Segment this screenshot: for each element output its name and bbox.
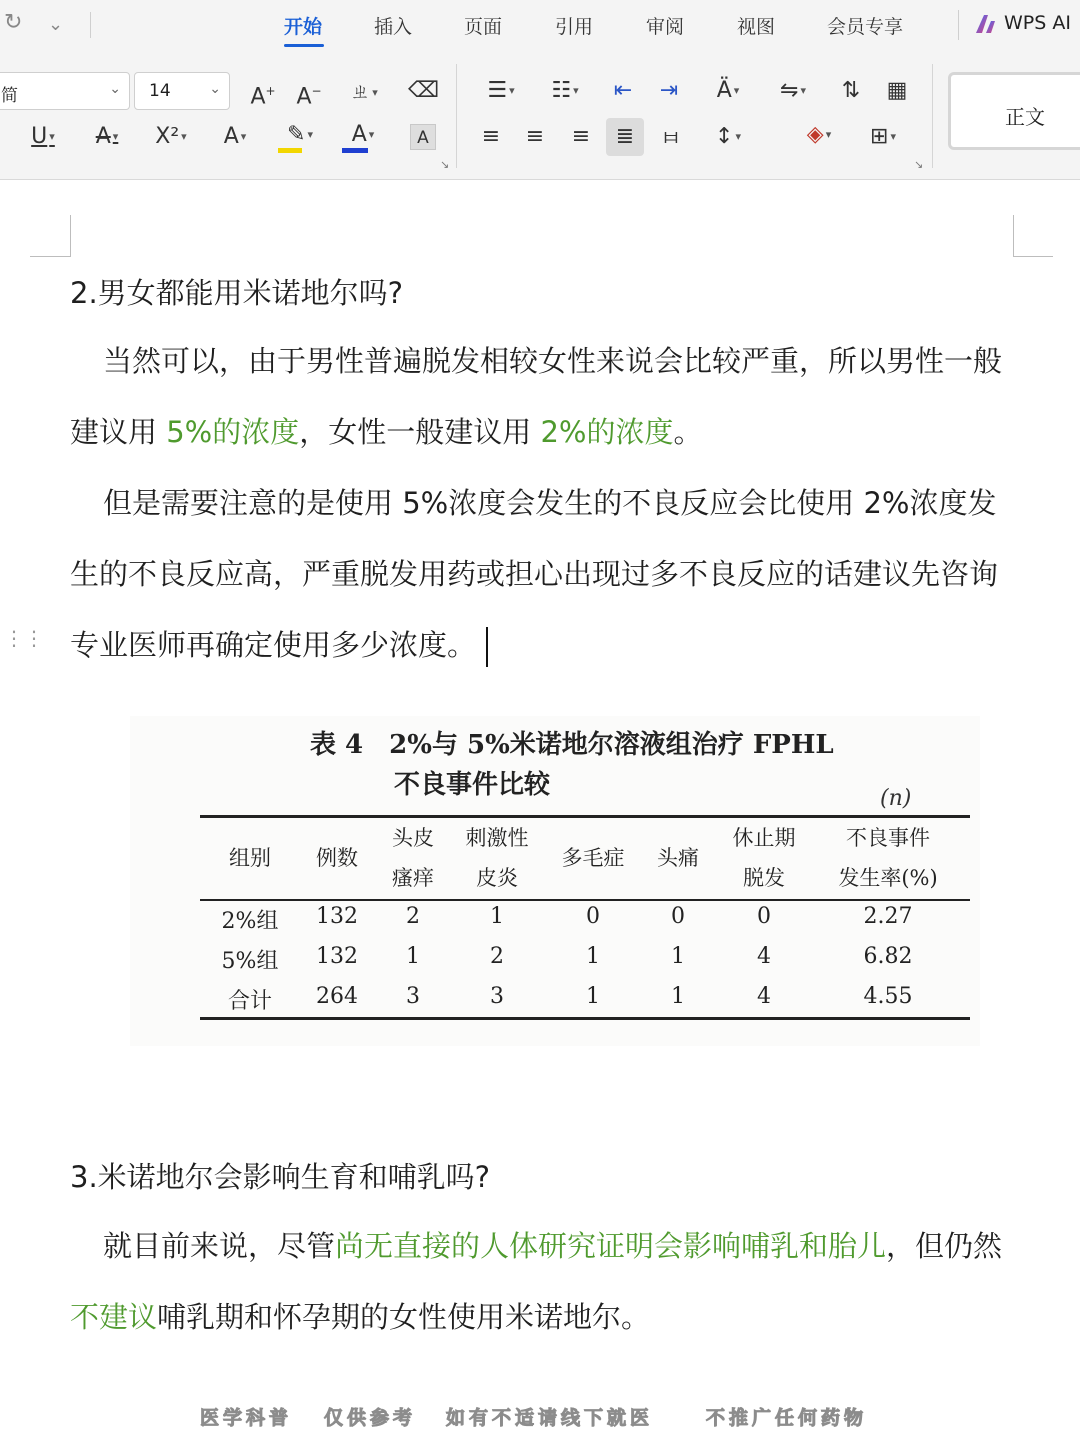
ribbon-tab-bar [0, 0, 1080, 52]
table-cell: 0 [757, 904, 771, 929]
table-bottom-rule [200, 1017, 970, 1020]
watermark-text: 医学科普 [200, 1407, 293, 1429]
highlight-color-swatch [278, 148, 302, 153]
table-cell: 0 [671, 904, 685, 929]
table-cell: 2 [406, 904, 420, 929]
highlighted-text: 2%的浓度 [540, 415, 674, 449]
table-cell: 264 [316, 984, 358, 1009]
drag-handle-icon[interactable]: ⋮⋮ [4, 626, 44, 650]
paragraph-text: 就目前来说，尽管 [103, 1229, 336, 1263]
table-cell: 5%组 [221, 949, 279, 974]
table-cell: 1 [586, 944, 600, 969]
sort-icon[interactable]: ⇅ [841, 78, 861, 103]
font-size-select[interactable] [134, 72, 230, 110]
strikethrough-icon[interactable]: A ▾ [95, 124, 119, 149]
table-cell: 2 [490, 944, 504, 969]
table-cell: 1 [586, 984, 600, 1009]
highlighted-text: 5%的浓度 [166, 415, 300, 449]
chevron-down-icon: ⌄ [209, 81, 221, 97]
table-header-cell: 不良事件 发生率(%) [838, 826, 938, 890]
paragraph-text: 哺乳期和怀孕期的女性使用米诺地尔。 [157, 1300, 651, 1334]
table-header-cell: 头皮 瘙痒 [392, 826, 434, 890]
table-cell: 132 [316, 904, 358, 929]
table-header-cell: 刺激性 皮炎 [465, 826, 529, 890]
paragraph-text: ，女性一般建议用 [299, 415, 541, 449]
table-cell: 3 [406, 984, 420, 1009]
distributed-align-icon[interactable]: ⧦ [664, 124, 678, 149]
style-normal-label: 正文 [1005, 105, 1045, 129]
divider [90, 12, 91, 38]
highlighted-text: 尚无直接的人体研究证明会影响哺乳和胎儿 [335, 1229, 887, 1263]
divider [958, 10, 959, 40]
paragraph-text: ，但仍然 [886, 1229, 1003, 1263]
table-cell: 1 [490, 904, 504, 929]
table-header-cell: 休止期 脱发 [732, 826, 796, 890]
paragraph-text: 当然可以，由于男性普遍脱发相较女性来说会比较严重，所以男性一般建议用 [70, 344, 1003, 449]
clear-format-icon[interactable]: ⌫ [408, 78, 440, 103]
table-unit: (n) [880, 786, 912, 811]
tab-home[interactable]: 开始 [284, 16, 323, 38]
table-cell: 0 [586, 904, 600, 929]
table-header-cell: 多毛症 [561, 846, 625, 870]
table-figure-image[interactable] [130, 716, 980, 1046]
font-name-select[interactable] [0, 72, 130, 110]
table-header-cell: 头痛 [657, 846, 699, 870]
section-heading-q2: 2.男女都能用米诺地尔吗? [70, 276, 404, 310]
text-cursor [486, 627, 488, 667]
table-header-cell: 组别 [229, 846, 271, 870]
table-title-line1: 表 4 2%与 5%米诺地尔溶液组治疗 FPHL [310, 730, 834, 760]
table-cell: 合计 [227, 989, 272, 1014]
table-cell: 4.55 [863, 984, 913, 1009]
underline-icon[interactable]: U ▾ [31, 124, 55, 149]
font-color-swatch [342, 148, 368, 153]
table-cell: 132 [316, 944, 358, 969]
increase-indent-icon[interactable]: ⇥ [659, 78, 679, 103]
text-direction-icon[interactable]: Ä ▾ [716, 78, 740, 103]
numbered-list-icon[interactable]: ☷ ▾ [551, 78, 579, 103]
shrink-font-icon[interactable]: A− [296, 84, 322, 110]
watermark-text: 不推广任何药物 [706, 1407, 868, 1429]
table-header-rule [200, 899, 970, 901]
character-shading-icon[interactable]: A [410, 124, 436, 150]
chevron-down-icon[interactable]: ⌄ [48, 14, 64, 35]
phonetic-guide-icon[interactable]: ㄓ ▾ [350, 79, 378, 103]
paragraph-concentration [70, 326, 1015, 468]
show-marks-icon[interactable]: ▦ [886, 78, 908, 103]
text-effect-icon[interactable]: A ▾ [223, 124, 247, 149]
section-heading-q3: 3.米诺地尔会影响生育和哺乳吗? [70, 1160, 491, 1194]
table-title-line2: 不良事件比较 [394, 770, 551, 800]
watermark-text: 如有不适请线下就医 [446, 1407, 654, 1429]
table-cell: 1 [406, 944, 420, 969]
margin-corner-mark [1013, 215, 1053, 257]
divider [932, 64, 933, 168]
paragraph-dialog-launcher-icon[interactable]: ↘ [914, 158, 924, 171]
font-color-icon[interactable]: A ▾ [351, 122, 375, 147]
grow-font-icon[interactable]: A+ [250, 84, 276, 110]
superscript-icon[interactable]: X² ▾ [155, 124, 187, 149]
table-cell: 4 [757, 984, 771, 1009]
table-cell: 4 [757, 944, 771, 969]
bullet-list-icon[interactable]: ☰ ▾ [487, 78, 515, 103]
paragraph-text: 但是需要注意的是使用 5%浓度会发生的不良反应会比使用 2%浓度发生的不良反应高，严重脱发用药或担心出现过多不良反应的话建议先咨询专业医师再确定使用多少浓度。 [70, 486, 999, 662]
margin-corner-mark [30, 215, 71, 257]
paragraph-side-effects [70, 468, 1015, 681]
table-cell: 2.27 [863, 904, 913, 929]
highlighted-text: 不建议 [70, 1300, 158, 1334]
borders-icon[interactable]: ⊞ ▾ [870, 124, 896, 149]
wps-ai-button[interactable]: WPS AI [1004, 12, 1071, 34]
redo-icon[interactable]: ↻ [4, 10, 23, 35]
ribbon-toolbar [0, 0, 1080, 180]
divider [456, 64, 457, 168]
tab-view[interactable]: 视图 [737, 16, 776, 38]
style-gallery-normal[interactable] [948, 72, 1080, 150]
tab-references[interactable]: 引用 [555, 16, 594, 38]
tab-review[interactable]: 审阅 [646, 16, 685, 38]
paragraph-text: 。 [673, 415, 703, 449]
active-tab-indicator [284, 44, 324, 47]
font-name-value: 简 [1, 86, 18, 106]
tab-insert[interactable]: 插入 [374, 16, 413, 38]
paragraph-pregnancy [70, 1211, 1015, 1353]
font-dialog-launcher-icon[interactable]: ↘ [440, 158, 450, 171]
align-center-icon[interactable]: ≡ [525, 124, 545, 149]
watermark-text: 仅供参考 [324, 1407, 417, 1429]
align-left-icon[interactable]: ≡ [481, 124, 501, 149]
tab-member[interactable]: 会员专享 [827, 16, 904, 38]
table-cell: 2%组 [221, 909, 279, 934]
table-cell: 1 [671, 944, 685, 969]
line-spacing-icon[interactable]: ↕ ▾ [715, 124, 741, 149]
table-cell: 1 [671, 984, 685, 1009]
wps-ai-logo-icon [974, 13, 998, 35]
shading-icon[interactable]: ◈ ▾ [806, 122, 832, 147]
highlight-color-icon[interactable]: ✎ ▾ [287, 122, 313, 147]
swap-icon[interactable]: ⇋ ▾ [780, 78, 806, 103]
table-header-cell: 例数 [316, 846, 358, 870]
tab-page[interactable]: 页面 [464, 16, 503, 38]
decrease-indent-icon[interactable]: ⇤ [613, 78, 633, 103]
font-size-value: 14 [149, 81, 171, 101]
table-cell: 6.82 [863, 944, 913, 969]
align-right-icon[interactable]: ≡ [571, 124, 591, 149]
chevron-down-icon: ⌄ [109, 81, 121, 97]
table-cell: 3 [490, 984, 504, 1009]
justify-icon[interactable]: ≣ [606, 118, 644, 156]
document-page[interactable] [0, 181, 1080, 1440]
